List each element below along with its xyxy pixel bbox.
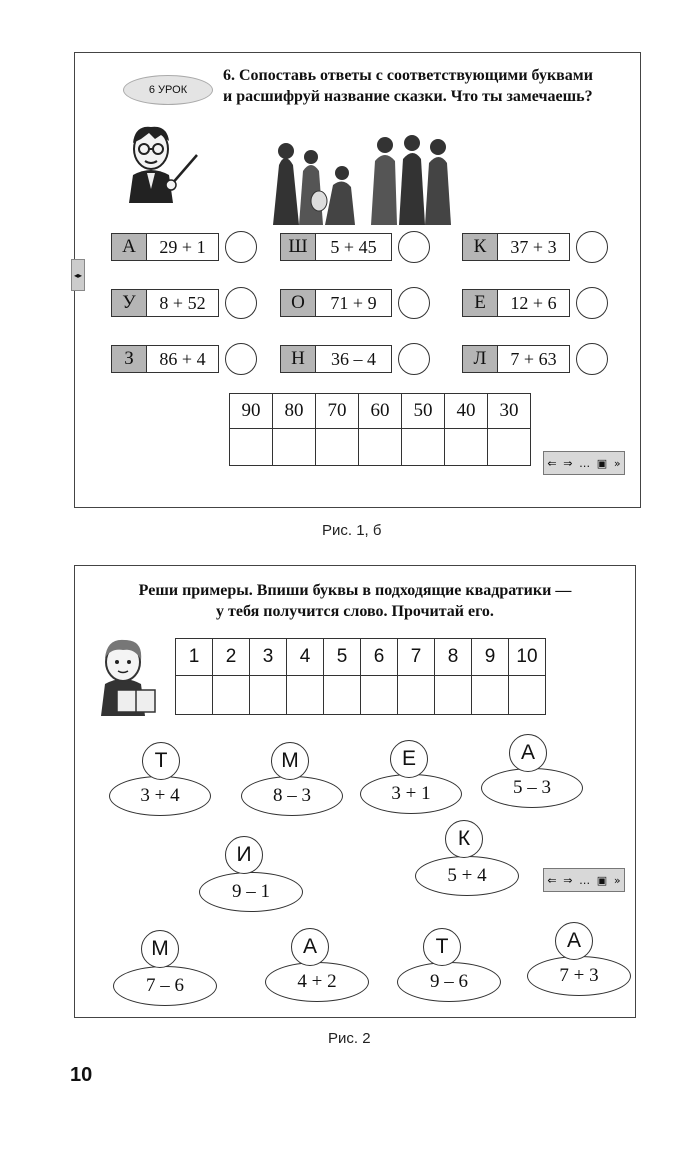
grid-number-cell: 50 <box>402 394 445 429</box>
grid-number-cell: 9 <box>472 639 509 676</box>
pair-letter: З <box>111 345 147 373</box>
grid-answer-cell[interactable] <box>287 676 324 715</box>
grid-number-cell: 40 <box>445 394 488 429</box>
page-number: 10 <box>70 1064 93 1086</box>
answer-circle[interactable] <box>225 231 257 263</box>
grid-number-cell: 2 <box>213 639 250 676</box>
pair-letter: У <box>111 289 147 317</box>
example-oval: 7 – 6 <box>113 966 217 1006</box>
example-letter-circle: Т <box>142 742 180 780</box>
pair-n <box>280 345 430 373</box>
example-oval: 3 + 1 <box>360 774 462 814</box>
double-arrow-icon[interactable]: » <box>613 873 621 887</box>
task-title-line-2: у тебя получится слово. Прочитай его. <box>216 603 494 620</box>
grid-number-cell: 7 <box>398 639 435 676</box>
grid-answer-cell[interactable] <box>213 676 250 715</box>
task-title-line-1: 6. Сопоставь ответы с соответствующими буквами <box>223 67 593 84</box>
pair-letter: Е <box>462 289 498 317</box>
arrow-left-icon[interactable]: ⇐ <box>547 873 557 887</box>
example-oval: 7 + 3 <box>527 956 631 996</box>
pair-expression: 36 – 4 <box>316 345 392 373</box>
grid-answer-cell[interactable] <box>324 676 361 715</box>
pair-expression: 5 + 45 <box>316 233 392 261</box>
example-oval: 9 – 1 <box>199 872 303 912</box>
task-title <box>223 65 593 107</box>
answer-circle[interactable] <box>398 343 430 375</box>
answer-circle[interactable] <box>576 231 608 263</box>
pair-e <box>462 289 608 317</box>
grid-answer-cell[interactable] <box>176 676 213 715</box>
grid-number-cell: 6 <box>361 639 398 676</box>
example-oval: 5 – 3 <box>481 768 583 808</box>
example-oval: 3 + 4 <box>109 776 211 816</box>
grid-answer-cell[interactable] <box>250 676 287 715</box>
slide-task-6 <box>74 52 641 508</box>
arrow-right-icon[interactable]: ⇒ <box>563 873 573 887</box>
pair-letter: О <box>280 289 316 317</box>
example-oval: 4 + 2 <box>265 962 369 1002</box>
grid-answer-cell[interactable] <box>273 429 316 466</box>
answer-circle[interactable] <box>398 231 430 263</box>
grid-answer-cell[interactable] <box>488 429 531 466</box>
slide-nav-toolbar <box>543 451 625 475</box>
grid-answer-cell[interactable] <box>402 429 445 466</box>
figure-caption-1: Рис. 1, б <box>322 522 382 539</box>
grid-number-cell: 3 <box>250 639 287 676</box>
pair-sh <box>280 233 430 261</box>
answer-grid-numbers-row <box>230 394 531 429</box>
arrow-left-icon[interactable]: ⇐ <box>547 456 557 470</box>
grid-number-cell: 60 <box>359 394 402 429</box>
arrow-right-icon[interactable]: ⇒ <box>563 456 573 470</box>
pair-expression: 37 + 3 <box>498 233 570 261</box>
grid-answer-cell[interactable] <box>445 429 488 466</box>
word-grid-numbers-row <box>176 639 546 676</box>
word-grid <box>175 638 546 715</box>
example-letter-circle: К <box>445 820 483 858</box>
grid-answer-cell[interactable] <box>359 429 402 466</box>
example-letter-circle: А <box>291 928 329 966</box>
pair-expression: 29 + 1 <box>147 233 219 261</box>
dots-icon[interactable]: … <box>579 456 591 470</box>
example-oval: 5 + 4 <box>415 856 519 896</box>
grid-number-cell: 10 <box>509 639 546 676</box>
pair-expression: 7 + 63 <box>498 345 570 373</box>
pair-o <box>280 289 430 317</box>
answer-circle[interactable] <box>225 287 257 319</box>
grid-number-cell: 70 <box>316 394 359 429</box>
example-oval: 9 – 6 <box>397 962 501 1002</box>
grid-number-cell: 5 <box>324 639 361 676</box>
example-oval: 8 – 3 <box>241 776 343 816</box>
slide-nav-toolbar <box>543 868 625 892</box>
example-letter-circle: А <box>509 734 547 772</box>
grid-answer-cell[interactable] <box>361 676 398 715</box>
pair-expression: 86 + 4 <box>147 345 219 373</box>
example-letter-circle: И <box>225 836 263 874</box>
pair-u <box>111 289 257 317</box>
side-tab-handle[interactable]: ◂▸ <box>71 259 85 291</box>
example-letter-circle: Т <box>423 928 461 966</box>
answer-circle[interactable] <box>225 343 257 375</box>
pair-expression: 8 + 52 <box>147 289 219 317</box>
answer-circle[interactable] <box>398 287 430 319</box>
pair-letter: Л <box>462 345 498 373</box>
task-title <box>75 580 635 622</box>
figure-caption-2: Рис. 2 <box>328 1030 371 1047</box>
example-letter-circle: М <box>271 742 309 780</box>
pair-letter: К <box>462 233 498 261</box>
pair-a <box>111 233 257 261</box>
fairy-tale-characters-illustration <box>263 121 453 225</box>
boy-reading-illustration <box>91 632 159 716</box>
pair-expression: 71 + 9 <box>316 289 392 317</box>
pair-l <box>462 345 608 373</box>
example-letter-circle: Е <box>390 740 428 778</box>
pair-letter: А <box>111 233 147 261</box>
grid-number-cell: 1 <box>176 639 213 676</box>
answer-grid <box>229 393 531 466</box>
grid-number-cell: 30 <box>488 394 531 429</box>
grid-number-cell: 4 <box>287 639 324 676</box>
pair-letter: Ш <box>280 233 316 261</box>
grid-number-cell: 90 <box>230 394 273 429</box>
answer-circle[interactable] <box>576 287 608 319</box>
screen-icon[interactable]: ▣ <box>596 873 608 887</box>
grid-answer-cell[interactable] <box>472 676 509 715</box>
grid-number-cell: 8 <box>435 639 472 676</box>
double-arrow-icon[interactable]: » <box>613 456 621 470</box>
task-title-line-2: и расшифруй название сказки. Что ты замечаешь? <box>223 88 593 105</box>
example-letter-circle: А <box>555 922 593 960</box>
word-grid-letters-row <box>176 676 546 715</box>
pair-k <box>462 233 608 261</box>
answer-grid-letters-row <box>230 429 531 466</box>
lesson-badge: 6 УРОК <box>123 75 213 105</box>
grid-answer-cell[interactable] <box>316 429 359 466</box>
grid-answer-cell[interactable] <box>435 676 472 715</box>
grid-answer-cell[interactable] <box>230 429 273 466</box>
grid-answer-cell[interactable] <box>398 676 435 715</box>
pair-expression: 12 + 6 <box>498 289 570 317</box>
teacher-illustration <box>111 119 207 203</box>
answer-circle[interactable] <box>576 343 608 375</box>
grid-number-cell: 80 <box>273 394 316 429</box>
screen-icon[interactable]: ▣ <box>596 456 608 470</box>
grid-answer-cell[interactable] <box>509 676 546 715</box>
pair-letter: Н <box>280 345 316 373</box>
example-letter-circle: М <box>141 930 179 968</box>
slide-solve-examples <box>74 565 636 1018</box>
pair-z <box>111 345 257 373</box>
dots-icon[interactable]: … <box>579 873 591 887</box>
task-title-line-1: Реши примеры. Впиши буквы в подходящие квадратики — <box>138 582 572 599</box>
